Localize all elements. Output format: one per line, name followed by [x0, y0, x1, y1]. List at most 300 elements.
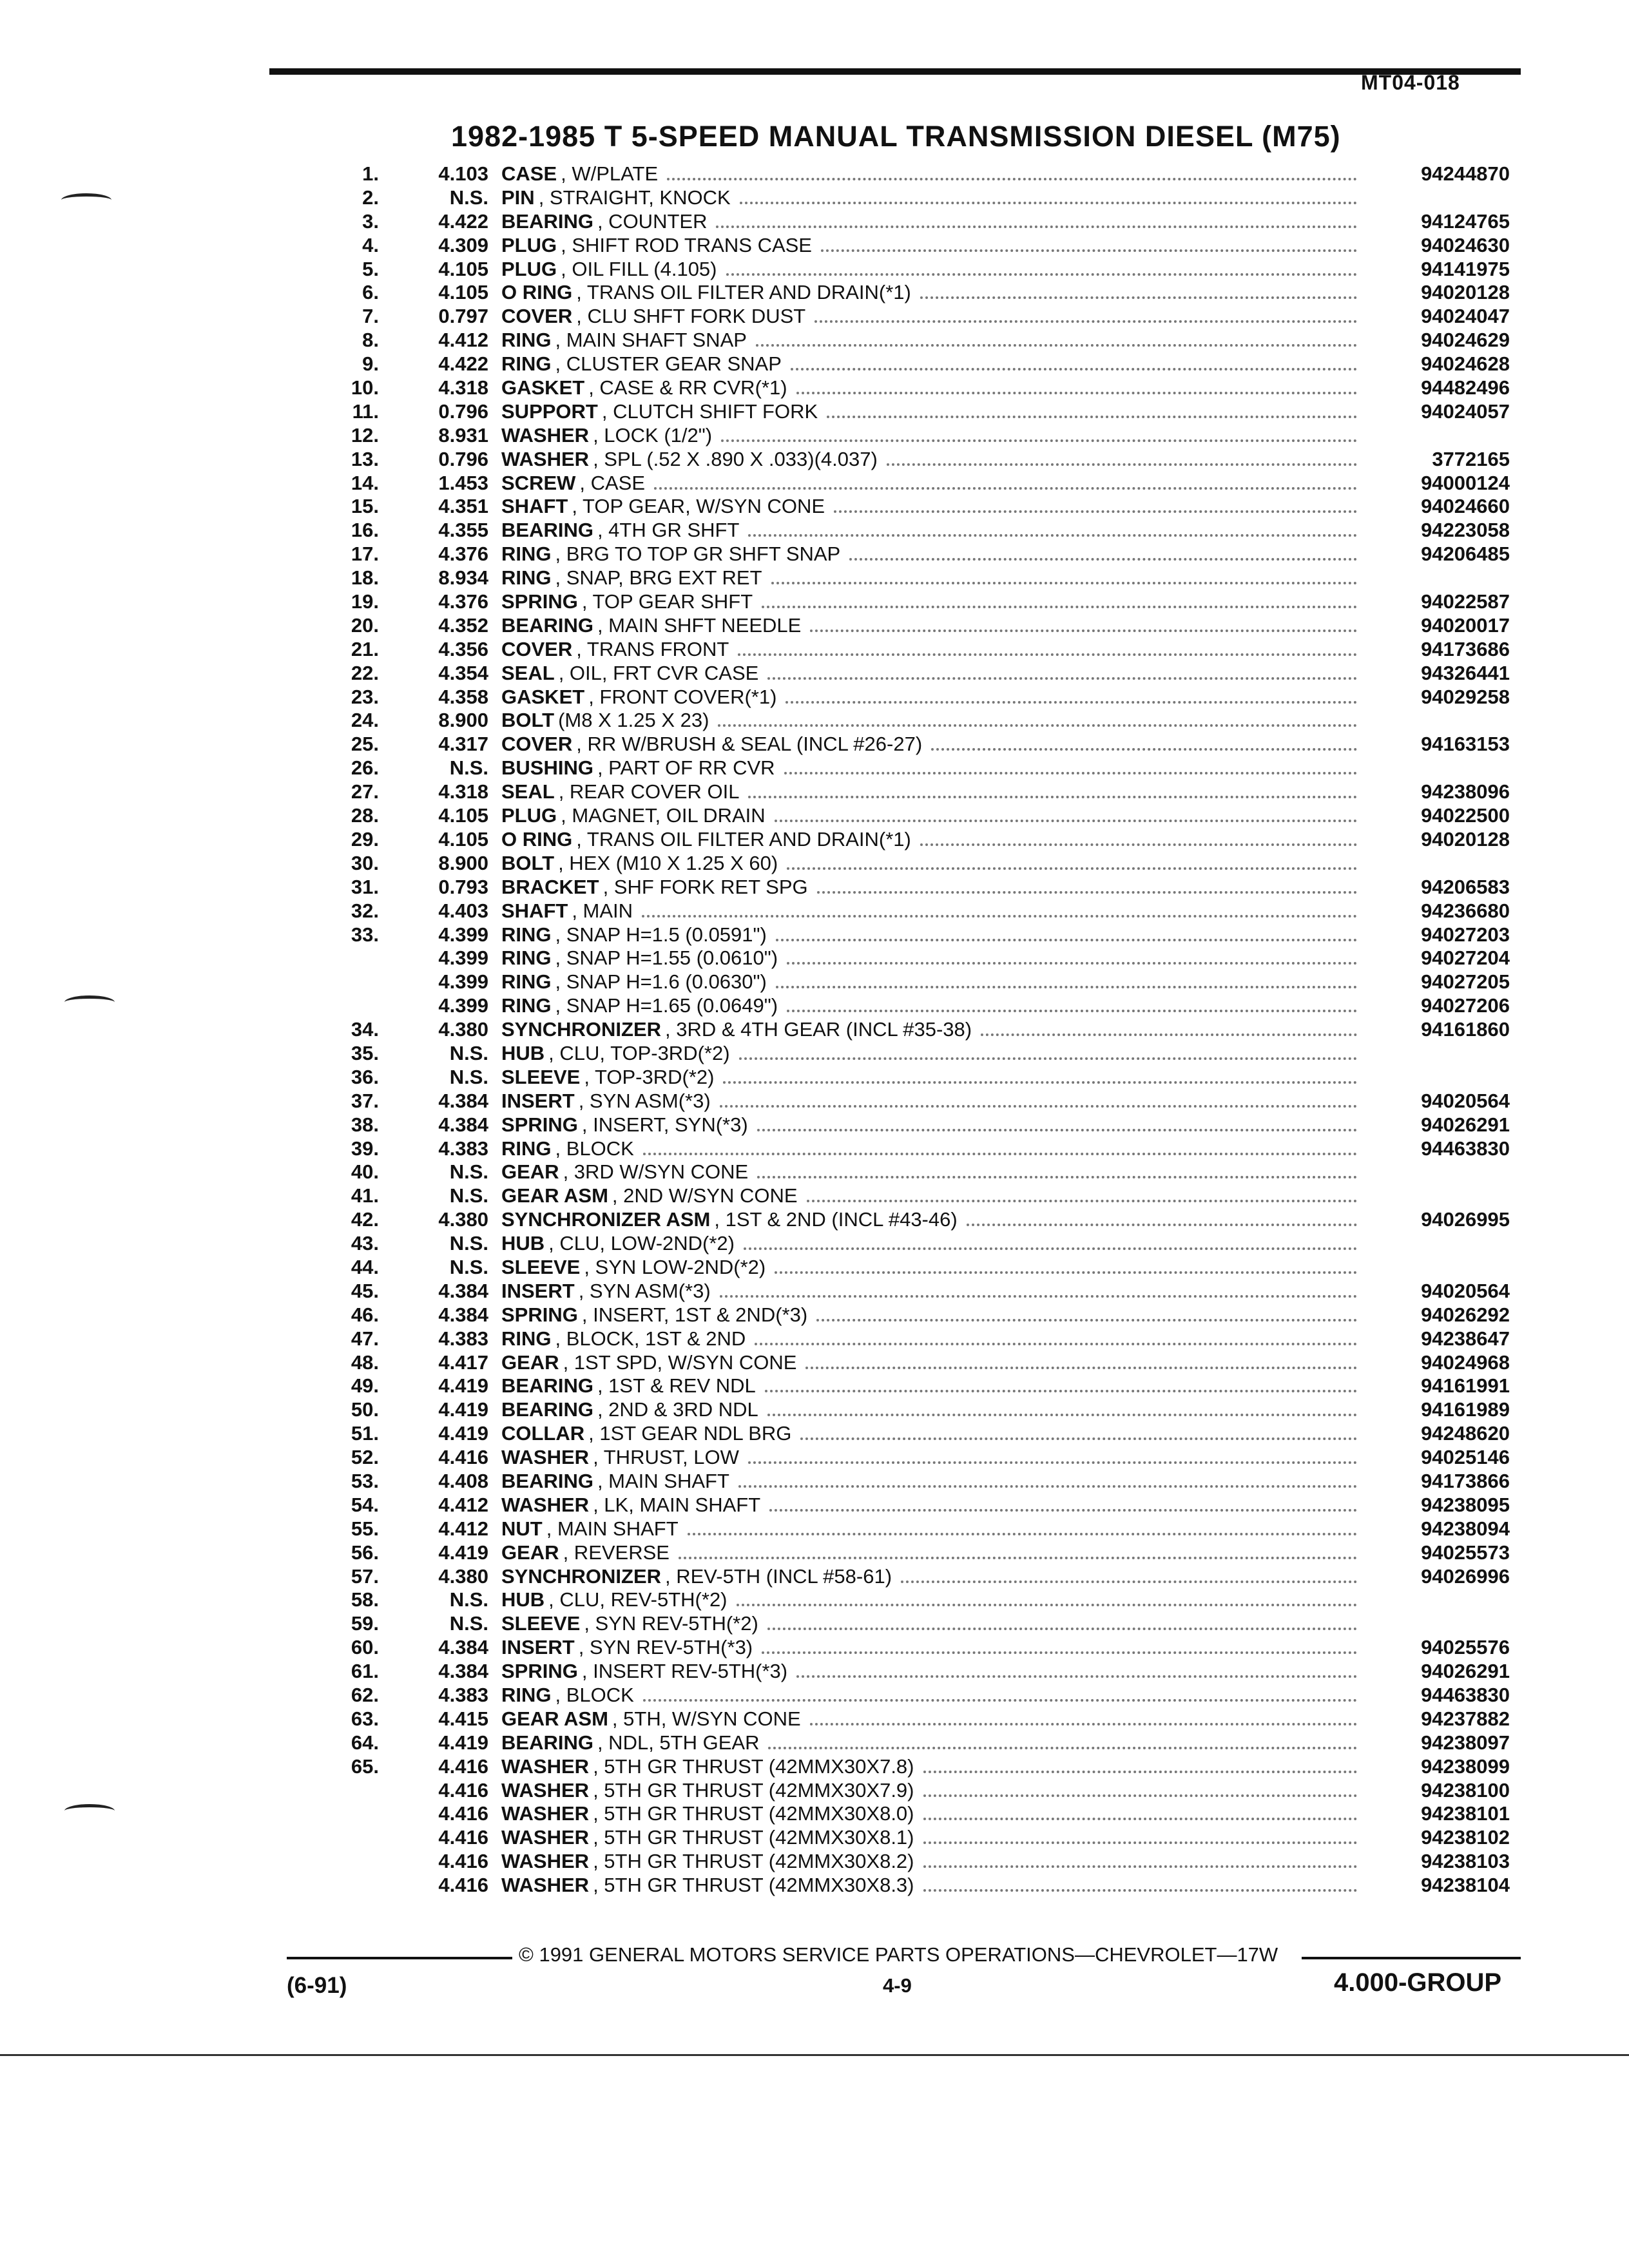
line-number: 21.	[351, 637, 379, 660]
parts-list-row	[0, 709, 1629, 733]
parts-list-row	[0, 947, 1629, 970]
part-qualifier: , PART OF RR CVR	[597, 756, 775, 780]
parts-list-row	[0, 1351, 1629, 1375]
parts-list-row	[0, 1374, 1629, 1398]
line-number: 13.	[351, 447, 379, 470]
line-number: 64.	[351, 1731, 379, 1754]
part-number: 94025573	[1421, 1541, 1510, 1564]
part-name: PLUG	[501, 257, 557, 280]
parts-list-row	[0, 1422, 1629, 1446]
parts-list-row	[0, 876, 1629, 899]
page-number: 4-9	[883, 1974, 912, 1997]
parts-list-row	[0, 923, 1629, 947]
part-description	[501, 1802, 1365, 1825]
group-number: 4.383	[438, 1684, 488, 1706]
group-number: 8.900	[438, 709, 488, 732]
group-number: 4.422	[438, 209, 488, 233]
part-number: 94020017	[1421, 613, 1510, 637]
parts-list-row	[0, 258, 1629, 282]
group-number: 4.416	[438, 1446, 488, 1469]
part-number: 94238101	[1421, 1802, 1510, 1825]
part-qualifier: , TRANS OIL FILTER AND DRAIN(*1)	[576, 281, 911, 304]
part-name: INSERT	[501, 1279, 575, 1302]
group-number: 4.354	[438, 661, 488, 684]
part-name: SEAL	[501, 780, 555, 803]
part-number: 94025146	[1421, 1446, 1510, 1469]
dot-leader	[723, 1081, 1357, 1084]
part-number: 94024968	[1421, 1350, 1510, 1374]
parts-list-row	[0, 970, 1629, 994]
part-number: 94124765	[1421, 209, 1510, 233]
part-number: 94463830	[1421, 1137, 1510, 1160]
part-number: 94238104	[1421, 1874, 1510, 1897]
part-name: BEARING	[501, 209, 593, 233]
part-number: 94161989	[1421, 1398, 1510, 1421]
part-description	[501, 1232, 1365, 1255]
parts-list-row	[0, 352, 1629, 376]
dot-leader	[967, 1224, 1357, 1226]
part-qualifier: , SYN REV-5TH(*2)	[584, 1612, 758, 1635]
dot-leader	[643, 1153, 1357, 1155]
group-label: 4.000-GROUP	[1334, 1968, 1502, 1997]
part-name: SLEEVE	[501, 1255, 581, 1278]
part-name: WASHER	[501, 1778, 590, 1802]
parts-list-row	[0, 1042, 1629, 1066]
part-description	[501, 638, 1365, 661]
group-number: 4.415	[438, 1707, 488, 1730]
line-number: 37.	[351, 1089, 379, 1112]
part-number: 94238647	[1421, 1327, 1510, 1350]
part-number: 94141975	[1421, 257, 1510, 280]
part-description	[501, 1208, 1365, 1231]
line-number: 57.	[351, 1564, 379, 1588]
footer-rule-right	[1302, 1957, 1521, 1959]
part-description	[501, 709, 1365, 732]
line-number: 26.	[351, 756, 379, 780]
part-name: WASHER	[501, 1826, 590, 1849]
part-name: BEARING	[501, 1469, 593, 1492]
group-number: 8.931	[438, 423, 488, 447]
part-number: 94024629	[1421, 329, 1510, 352]
parts-list-row	[0, 495, 1629, 519]
line-number: 58.	[351, 1588, 379, 1611]
part-name: GEAR	[501, 1541, 559, 1564]
dot-leader	[800, 1437, 1357, 1440]
part-number: 94238103	[1421, 1850, 1510, 1873]
part-name: COLLAR	[501, 1422, 585, 1445]
line-number: 42.	[351, 1208, 379, 1231]
parts-list-row	[0, 1398, 1629, 1422]
line-number: 59.	[351, 1612, 379, 1635]
part-number: 94248620	[1421, 1422, 1510, 1445]
parts-list-row	[0, 828, 1629, 852]
part-qualifier: , 2ND & 3RD NDL	[597, 1398, 758, 1421]
part-number: 94173866	[1421, 1469, 1510, 1492]
group-number: 4.419	[438, 1374, 488, 1398]
part-description	[501, 424, 1365, 447]
part-name: NUT	[501, 1517, 543, 1540]
part-description	[501, 1137, 1365, 1160]
dot-leader	[740, 202, 1357, 204]
line-number: 48.	[351, 1350, 379, 1374]
part-name: BUSHING	[501, 756, 593, 780]
group-number: N.S.	[449, 186, 488, 209]
dot-leader	[737, 1604, 1357, 1606]
part-qualifier: , INSERT REV-5TH(*3)	[581, 1660, 788, 1683]
group-number: N.S.	[449, 756, 488, 780]
part-description	[501, 281, 1365, 304]
line-number: 4.	[362, 233, 379, 256]
line-number: 65.	[351, 1754, 379, 1778]
part-number: 94027203	[1421, 923, 1510, 946]
group-number: 0.796	[438, 447, 488, 470]
line-number: 19.	[351, 590, 379, 613]
dot-leader	[679, 1557, 1357, 1559]
dot-leader	[787, 867, 1357, 870]
group-number: 4.105	[438, 257, 488, 280]
parts-list-row	[0, 162, 1629, 186]
part-qualifier: , W/PLATE	[561, 162, 659, 185]
line-number: 23.	[351, 685, 379, 708]
part-qualifier: , SHF FORK RET SPG	[602, 875, 808, 898]
line-number: 31.	[351, 875, 379, 898]
part-description	[501, 1090, 1365, 1113]
part-name: GASKET	[501, 376, 585, 399]
dot-leader	[738, 653, 1357, 656]
part-qualifier: , 5TH GR THRUST (42MMX30X8.1)	[593, 1826, 914, 1849]
line-number: 47.	[351, 1327, 379, 1350]
group-number: 4.419	[438, 1422, 488, 1445]
part-qualifier: , TOP GEAR, W/SYN CONE	[572, 495, 825, 518]
part-name: CASE	[501, 162, 557, 185]
part-number: 94027206	[1421, 994, 1510, 1017]
part-description	[501, 1256, 1365, 1279]
group-number: N.S.	[449, 1232, 488, 1255]
part-name: WASHER	[501, 1754, 590, 1778]
part-description	[501, 1018, 1365, 1041]
line-number: 49.	[351, 1374, 379, 1398]
group-number: 4.419	[438, 1731, 488, 1754]
part-number: 94463830	[1421, 1684, 1510, 1706]
part-name: SLEEVE	[501, 1065, 581, 1088]
part-qualifier: , SYN REV-5TH(*3)	[578, 1636, 753, 1659]
part-name: INSERT	[501, 1636, 575, 1659]
part-number: 94238094	[1421, 1517, 1510, 1540]
group-number: N.S.	[449, 1588, 488, 1611]
parts-list-row	[0, 1731, 1629, 1755]
parts-list-row	[0, 1208, 1629, 1232]
dot-leader	[807, 1200, 1357, 1202]
dot-leader	[810, 1723, 1357, 1725]
part-name: SUPPORT	[501, 399, 598, 423]
dot-leader	[755, 1343, 1357, 1345]
group-number: N.S.	[449, 1160, 488, 1184]
part-name: BOLT	[501, 709, 555, 732]
part-description	[501, 1731, 1365, 1754]
dot-leader	[718, 724, 1357, 727]
line-number: 44.	[351, 1255, 379, 1278]
group-number: 0.796	[438, 399, 488, 423]
parts-list-row	[0, 281, 1629, 305]
part-description	[501, 876, 1365, 899]
group-number: 4.399	[438, 923, 488, 946]
part-description	[501, 1660, 1365, 1683]
line-number: 46.	[351, 1303, 379, 1326]
part-name: BEARING	[501, 519, 593, 542]
part-name: GASKET	[501, 685, 585, 708]
line-number: 60.	[351, 1636, 379, 1659]
part-description	[501, 970, 1365, 994]
part-qualifier: , CLUSTER GEAR SNAP	[555, 352, 782, 376]
part-qualifier: , CLUTCH SHIFT FORK	[601, 399, 818, 423]
group-number: 4.318	[438, 780, 488, 803]
parts-list-row	[0, 1660, 1629, 1684]
parts-list-row	[0, 1779, 1629, 1803]
dot-leader	[923, 1865, 1358, 1868]
part-description	[501, 947, 1365, 970]
parts-list-row	[0, 1303, 1629, 1327]
line-number: 29.	[351, 827, 379, 850]
dot-leader	[981, 1033, 1357, 1036]
line-number: 50.	[351, 1398, 379, 1421]
part-name: RING	[501, 543, 552, 566]
part-description	[501, 566, 1365, 590]
part-qualifier: , 1ST & 2ND (INCL #43-46)	[714, 1208, 958, 1231]
group-number: 4.399	[438, 970, 488, 994]
parts-list-row	[0, 329, 1629, 352]
part-name: WASHER	[501, 447, 590, 470]
group-number: 4.422	[438, 352, 488, 376]
part-name: RING	[501, 1137, 552, 1160]
part-qualifier: , SNAP H=1.55 (0.0610")	[555, 947, 778, 970]
line-number: 9.	[362, 352, 379, 376]
part-description	[501, 1684, 1365, 1707]
parts-list-row	[0, 1113, 1629, 1137]
parts-list-row	[0, 1755, 1629, 1779]
part-qualifier: , REAR COVER OIL	[558, 780, 740, 803]
dot-leader	[923, 1794, 1358, 1797]
part-qualifier: , 1ST GEAR NDL BRG	[588, 1422, 792, 1445]
part-qualifier: , SNAP, BRG EXT RET	[555, 566, 762, 590]
dot-leader	[738, 1485, 1357, 1488]
part-qualifier: , 5TH GR THRUST (42MMX30X8.3)	[593, 1874, 914, 1897]
part-qualifier: , MAIN SHFT NEEDLE	[597, 613, 802, 637]
dot-leader	[756, 344, 1357, 347]
part-description	[501, 686, 1365, 709]
group-number: 4.384	[438, 1089, 488, 1112]
part-name: BEARING	[501, 1731, 593, 1754]
part-qualifier: , MAIN SHAFT	[597, 1469, 729, 1492]
parts-list-row	[0, 614, 1629, 638]
part-description	[501, 780, 1365, 803]
part-description	[501, 923, 1365, 947]
part-qualifier: , MAGNET, OIL DRAIN	[561, 804, 766, 827]
part-name: INSERT	[501, 1089, 575, 1112]
parts-list-row	[0, 852, 1629, 876]
part-number: 94020128	[1421, 281, 1510, 304]
parts-list-row	[0, 1256, 1629, 1280]
line-number: 24.	[351, 709, 379, 732]
page-bottom-rule	[0, 2054, 1629, 2056]
part-qualifier: , CLU, REV-5TH(*2)	[548, 1588, 728, 1611]
line-number: 62.	[351, 1684, 379, 1706]
part-name: RING	[501, 947, 552, 970]
line-number: 56.	[351, 1541, 379, 1564]
part-number: 94027204	[1421, 947, 1510, 970]
part-description	[501, 258, 1365, 281]
part-number: 94024630	[1421, 233, 1510, 256]
line-number: 22.	[351, 661, 379, 684]
part-qualifier: , BLOCK	[555, 1684, 634, 1706]
part-qualifier: , MAIN SHAFT SNAP	[555, 329, 747, 352]
part-description	[501, 1374, 1365, 1398]
dot-leader	[821, 249, 1357, 252]
part-number: 3772165	[1432, 447, 1510, 470]
group-number: 4.403	[438, 899, 488, 922]
part-description	[501, 1707, 1365, 1731]
line-number: 61.	[351, 1660, 379, 1683]
part-description	[501, 543, 1365, 566]
part-qualifier: , COUNTER	[597, 209, 708, 233]
parts-list-row	[0, 1517, 1629, 1541]
part-description	[501, 1066, 1365, 1089]
part-qualifier: , 5TH GR THRUST (42MMX30X8.0)	[593, 1802, 914, 1825]
line-number: 52.	[351, 1446, 379, 1469]
dot-leader	[688, 1533, 1357, 1535]
footer-rule-left	[287, 1957, 512, 1959]
parts-list-row	[0, 1232, 1629, 1256]
part-name: SCREW	[501, 471, 576, 494]
part-number: 94206583	[1421, 875, 1510, 898]
part-description	[501, 1184, 1365, 1207]
dot-leader	[767, 1628, 1357, 1630]
part-description	[501, 472, 1365, 495]
part-name: WASHER	[501, 423, 590, 447]
parts-list-row	[0, 210, 1629, 234]
group-number: N.S.	[449, 1612, 488, 1635]
part-number: 94173686	[1421, 637, 1510, 660]
part-number: 94238096	[1421, 780, 1510, 803]
dot-leader	[786, 701, 1357, 704]
group-number: 4.416	[438, 1826, 488, 1849]
part-description	[501, 852, 1365, 875]
group-number: 4.376	[438, 543, 488, 566]
part-number: 94024628	[1421, 352, 1510, 376]
dot-leader	[923, 1889, 1358, 1892]
dot-leader	[787, 1010, 1357, 1012]
line-number: 45.	[351, 1279, 379, 1302]
parts-list-row	[0, 1494, 1629, 1517]
line-number: 55.	[351, 1517, 379, 1540]
line-number: 27.	[351, 780, 379, 803]
dot-leader	[748, 1461, 1357, 1464]
part-name: HUB	[501, 1232, 545, 1255]
dot-leader	[827, 416, 1357, 418]
line-number: 16.	[351, 519, 379, 542]
group-number: 4.419	[438, 1541, 488, 1564]
dot-leader	[923, 1841, 1358, 1844]
dot-leader	[920, 296, 1357, 299]
parts-list-row	[0, 566, 1629, 590]
part-qualifier: , REVERSE	[563, 1541, 670, 1564]
group-number: N.S.	[449, 1184, 488, 1207]
part-qualifier: , FRONT COVER(*1)	[588, 685, 777, 708]
part-description	[501, 756, 1365, 780]
part-name: SHAFT	[501, 899, 568, 922]
part-description	[501, 1565, 1365, 1588]
line-number: 33.	[351, 923, 379, 946]
part-qualifier: , 1ST SPD, W/SYN CONE	[563, 1350, 797, 1374]
part-qualifier: , SHIFT ROD TRANS CASE	[561, 233, 812, 256]
group-number: 4.399	[438, 947, 488, 970]
part-description	[501, 899, 1365, 923]
line-number: 3.	[362, 209, 379, 233]
part-description	[501, 1755, 1365, 1778]
dot-leader	[815, 320, 1357, 323]
part-qualifier: , HEX (M10 X 1.25 X 60)	[558, 851, 778, 874]
dot-leader	[796, 1675, 1357, 1678]
part-number: 94223058	[1421, 519, 1510, 542]
parts-list-row	[0, 686, 1629, 709]
part-qualifier: , MAIN SHAFT	[546, 1517, 679, 1540]
dot-leader	[744, 1247, 1357, 1250]
part-qualifier: , LOCK (1/2")	[593, 423, 713, 447]
line-number: 41.	[351, 1184, 379, 1207]
part-name: O RING	[501, 827, 573, 850]
part-qualifier: , BLOCK, 1ST & 2ND	[555, 1327, 746, 1350]
parts-list-row	[0, 756, 1629, 780]
group-number: 4.412	[438, 1517, 488, 1540]
part-qualifier: , SYN ASM(*3)	[578, 1279, 711, 1302]
part-number: 94029258	[1421, 685, 1510, 708]
part-qualifier: , TRANS FRONT	[576, 637, 729, 660]
part-qualifier: , RR W/BRUSH & SEAL (INCL #26-27)	[576, 733, 923, 756]
part-number: 94238095	[1421, 1493, 1510, 1516]
part-name: GEAR ASM	[501, 1707, 608, 1730]
line-number: 11.	[352, 399, 379, 423]
line-number: 18.	[351, 566, 379, 590]
part-name: WASHER	[501, 1446, 590, 1469]
part-qualifier: (M8 X 1.25 X 23)	[558, 709, 709, 732]
group-number: 4.416	[438, 1874, 488, 1897]
part-name: SHAFT	[501, 495, 568, 518]
parts-list-row	[0, 1327, 1629, 1351]
part-description	[501, 733, 1365, 756]
dot-leader	[834, 510, 1357, 513]
part-name: RING	[501, 352, 552, 376]
part-description	[501, 234, 1365, 257]
part-name: HUB	[501, 1588, 545, 1611]
dot-leader	[776, 939, 1357, 941]
group-number: 4.416	[438, 1754, 488, 1778]
parts-list-row	[0, 1802, 1629, 1826]
dot-leader	[765, 1390, 1357, 1392]
part-description	[501, 1042, 1365, 1065]
parts-list-row	[0, 1874, 1629, 1898]
part-qualifier: , TOP-3RD(*2)	[584, 1065, 715, 1088]
group-number: 4.416	[438, 1778, 488, 1802]
line-number: 1.	[362, 162, 379, 185]
group-number: 4.380	[438, 1018, 488, 1041]
part-number: 94244870	[1421, 162, 1510, 185]
part-number: 94020128	[1421, 827, 1510, 850]
part-number: 94163153	[1421, 733, 1510, 756]
parts-list-row	[0, 1018, 1629, 1042]
part-number: 94020564	[1421, 1279, 1510, 1302]
group-number: 4.105	[438, 804, 488, 827]
group-number: 1.453	[438, 471, 488, 494]
part-description	[501, 1327, 1365, 1350]
